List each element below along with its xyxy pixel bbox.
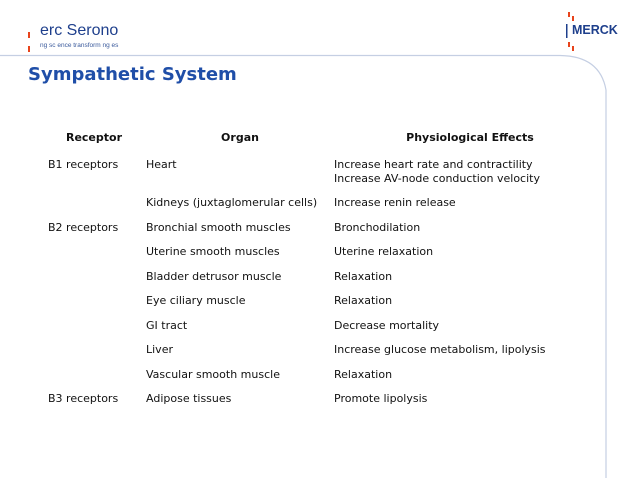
effect-line: Decrease mortality [334,318,440,332]
effect-line: Relaxation [334,269,393,283]
effect-line: Increase AV-node conduction velocity [334,171,540,185]
table-header-row [42,131,566,158]
organ-cell: Bronchial smooth muscles [146,220,291,234]
table-row [42,392,566,417]
table-row [42,319,566,344]
effect-line: Promote lipolysis [334,392,428,405]
receptor-cell [42,343,146,368]
receptor-cell [42,294,146,319]
organ-cell: Uterine smooth muscles [146,245,280,258]
effect-cell [334,343,566,368]
slide-title: Sympathetic System [28,64,237,85]
organ-cell: Liver [146,343,173,356]
logo-accent-bar [28,46,30,52]
effect-line: Increase renin release [334,196,456,209]
logo-accent-bar [28,32,30,38]
table-row [42,221,566,246]
organ-cell: GI tract [146,318,188,332]
receptor-effects-table [42,131,566,417]
organ-cell: Heart [146,158,177,171]
receptor-cell [42,245,146,270]
table-row [42,343,566,368]
effect-cell [334,294,566,319]
merck-logo [566,12,618,52]
effect-cell [334,270,566,295]
receptor-cell [42,319,146,344]
table-row [42,245,566,270]
logo-tagline: ng sc ence transform ng es [40,42,119,49]
receptor-cell: B2 receptors [48,220,119,234]
table-row [42,196,566,221]
effect-line: Relaxation [334,367,393,381]
receptor-cell [42,196,146,221]
effect-line: Increase glucose metabolism, lipolysis [334,343,546,356]
table-row [42,270,566,295]
header-physiological-effects: Physiological Effects [406,131,534,144]
receptor-cell: B1 receptors [48,158,119,171]
organ-cell: Adipose tissues [146,392,232,405]
effect-line: Increase heart rate and contractility [334,158,533,171]
logo-brand-text: erc Serono [40,22,119,39]
header-organ: Organ [221,131,259,144]
header-receptor: Receptor [65,131,123,144]
effect-line: Uterine relaxation [334,245,434,258]
receptor-cell: B3 receptors [48,392,119,405]
effect-cell [334,196,566,221]
merck-wordmark: MERCK [572,23,618,37]
table-row [42,368,566,393]
effect-cell [334,319,566,344]
effect-cell [334,245,566,270]
organ-cell: Eye ciliary muscle [146,294,246,307]
organ-cell: Vascular smooth muscle [146,367,280,381]
effect-cell [334,158,566,196]
table-row [42,294,566,319]
effect-cell [334,392,566,417]
organ-cell: Bladder detrusor muscle [146,269,282,283]
effect-cell [334,368,566,393]
table-row [42,158,566,196]
effect-cell [334,221,566,246]
receptor-cell [42,270,146,295]
effect-line: Relaxation [334,294,393,307]
receptor-cell [42,368,146,393]
effect-line: Bronchodilation [334,220,421,234]
organ-cell: Kidneys (juxtaglomerular cells) [146,196,318,209]
